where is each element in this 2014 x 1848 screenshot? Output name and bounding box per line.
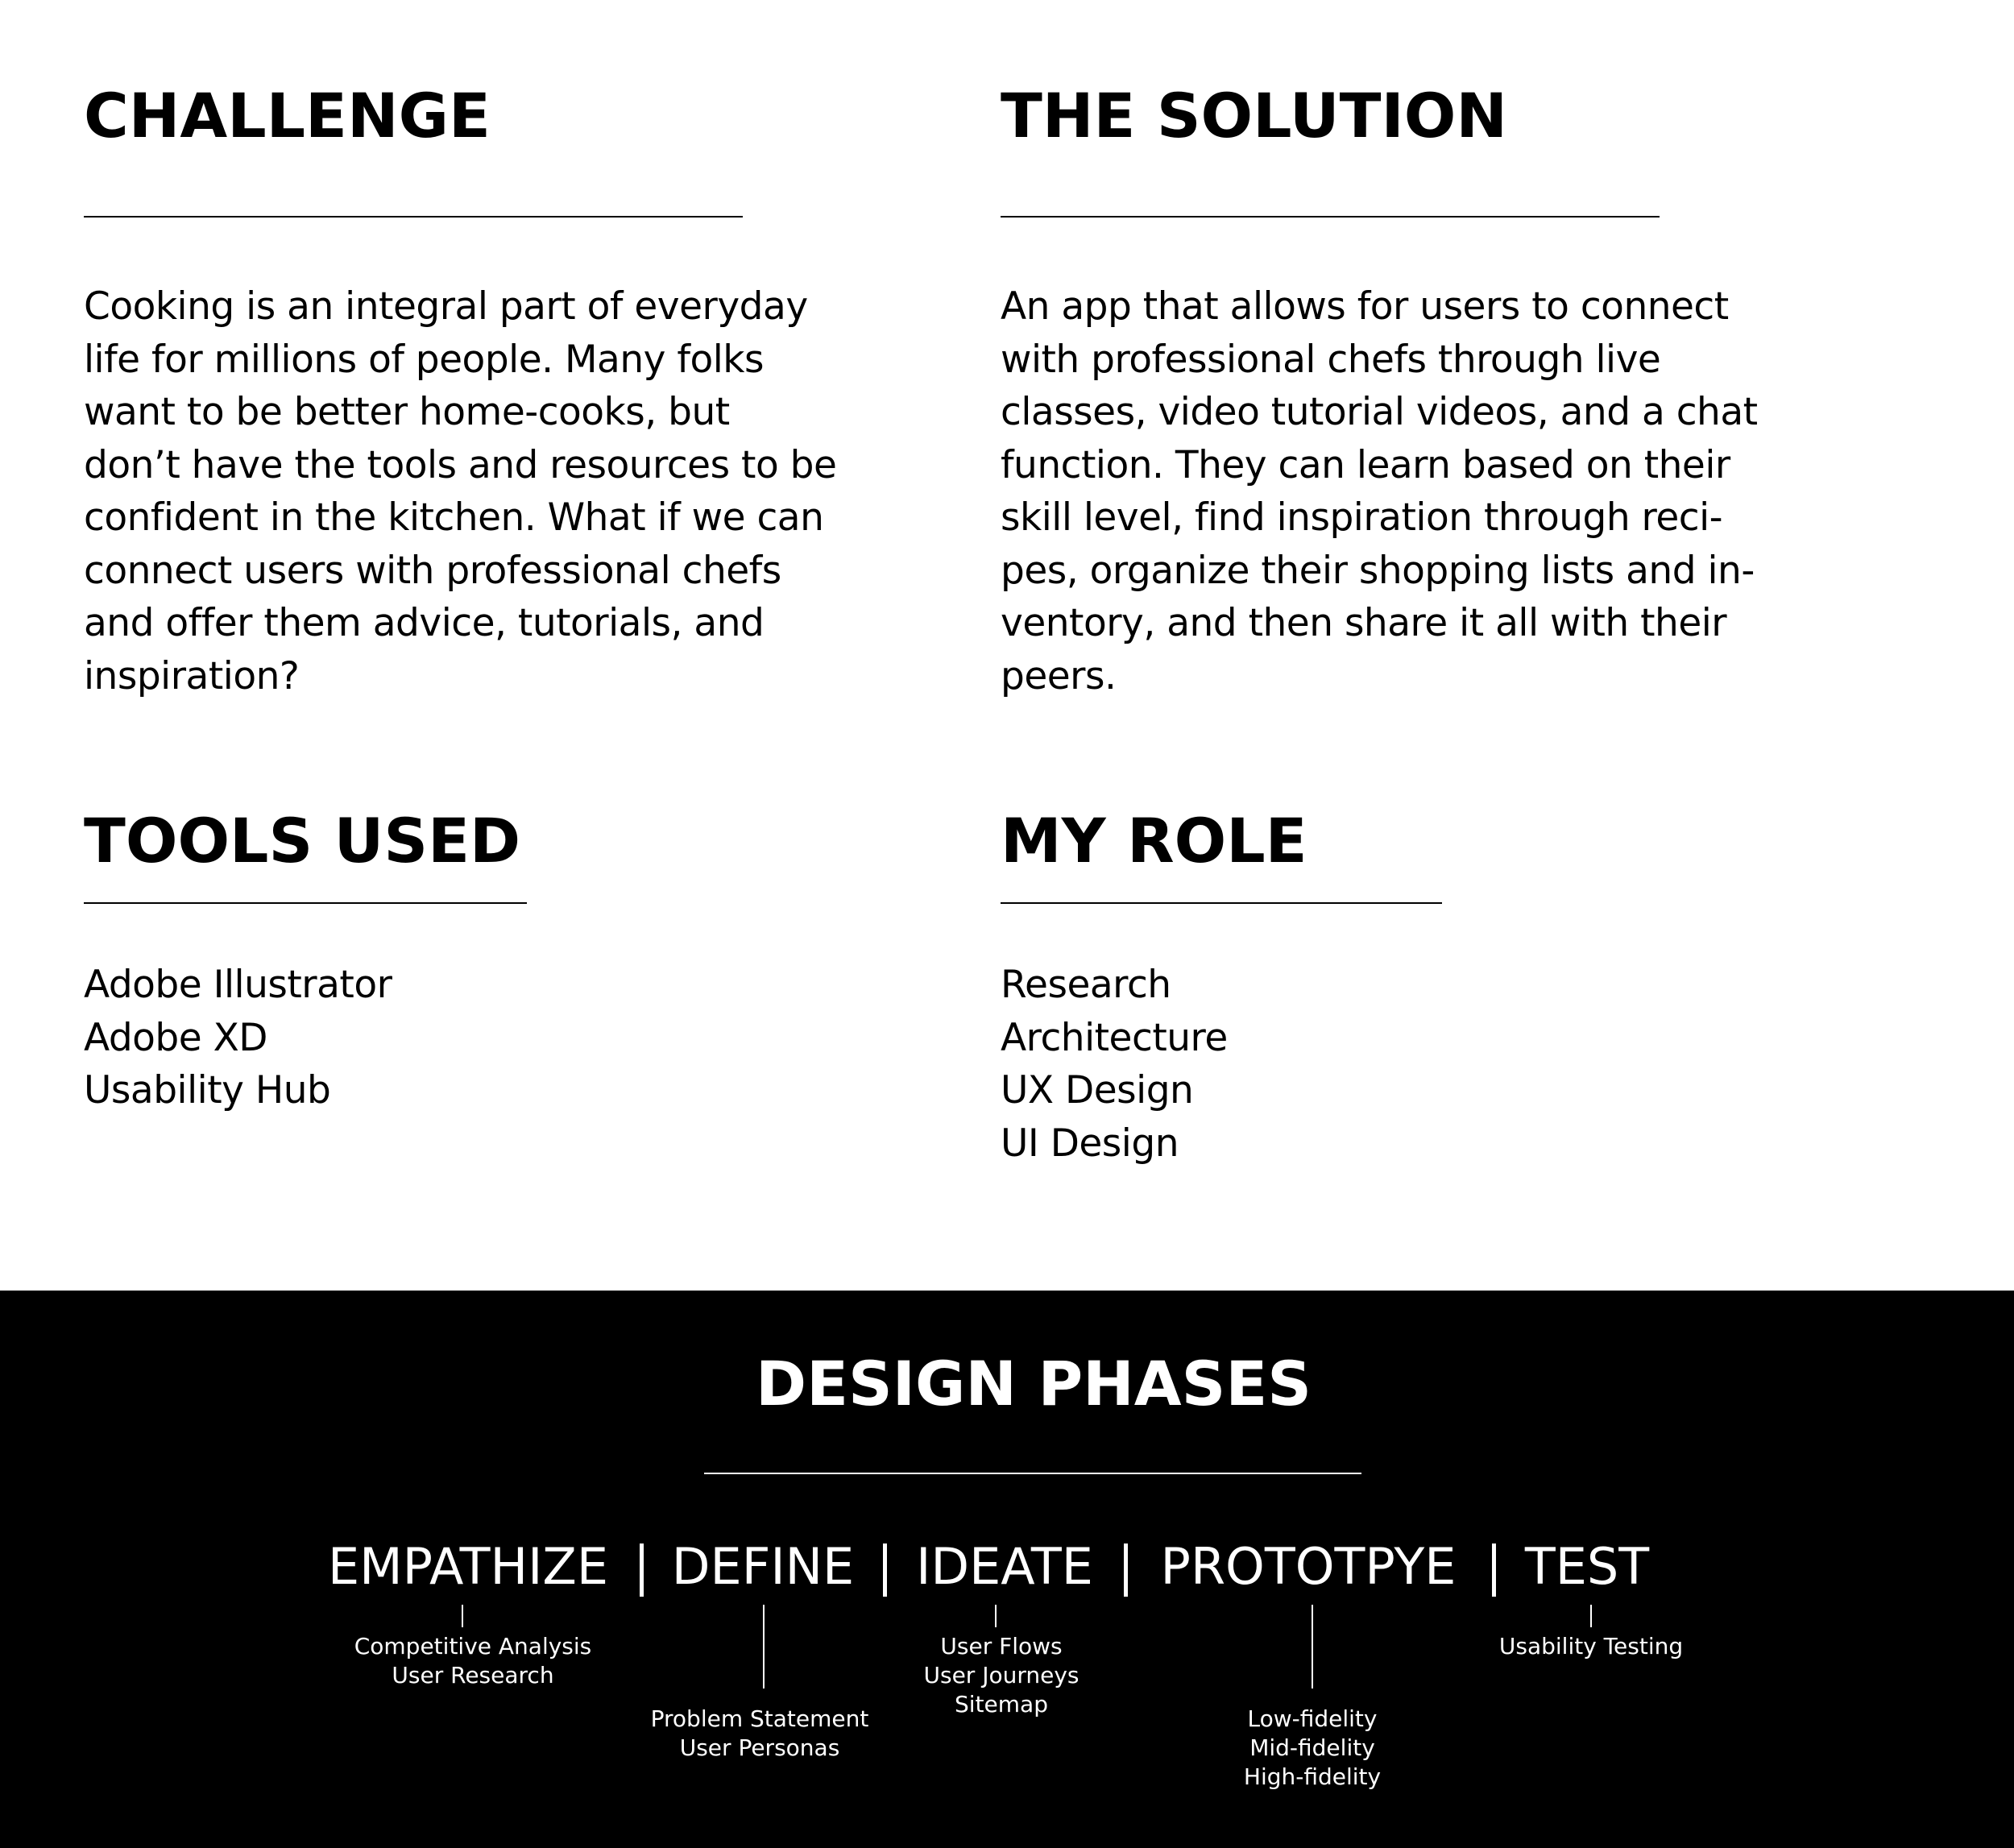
phase-connector — [462, 1605, 463, 1627]
role-list — [1001, 959, 1228, 1170]
activity-item: Competitive Analysis — [354, 1633, 592, 1659]
role-list-item: UI Design — [1001, 1121, 1179, 1166]
challenge-line: life for millions of people. Many folks — [84, 337, 764, 382]
activity-item: Low-fidelity — [1247, 1705, 1378, 1732]
activity-item: High-fidelity — [1243, 1763, 1382, 1790]
phase-separator — [640, 1543, 644, 1597]
phase-ideate: IDEATE — [916, 1537, 1093, 1596]
phase-separator — [1124, 1543, 1128, 1597]
prototype-activities — [1244, 1705, 1381, 1792]
solution-heading: THE SOLUTION — [1001, 80, 1507, 151]
solution-divider — [1001, 216, 1660, 218]
design-phases-heading-text: DESIGN PHASES — [756, 1348, 1312, 1419]
role-heading: MY ROLE — [1001, 805, 1307, 876]
ideate-activities — [923, 1632, 1079, 1719]
activity-item: Usability Testing — [1498, 1633, 1684, 1659]
test-activities — [1499, 1632, 1683, 1661]
phase-define: DEFINE — [671, 1537, 855, 1596]
phase-test: TEST — [1524, 1537, 1650, 1596]
challenge-line: and offer them advice, tutorials, and — [84, 601, 765, 645]
role-list-item: Research — [1001, 963, 1171, 1007]
solution-line: ventory, and then share it all with their — [1001, 601, 1727, 645]
phase-separator — [1492, 1543, 1496, 1597]
solution-line: classes, video tutorial videos, and a chat — [1001, 390, 1758, 434]
role-divider — [1001, 902, 1442, 904]
challenge-line: inspiration? — [84, 653, 300, 698]
solution-line: with professional chefs through live — [1001, 337, 1661, 382]
activity-item: Sitemap — [955, 1691, 1048, 1717]
solution-line: skill level, find inspiration through reci- — [1001, 495, 1723, 540]
tools-list — [84, 959, 392, 1117]
solution-line: An app that allows for users to connect — [1001, 284, 1729, 329]
challenge-line: confident in the kitchen. What if we can — [84, 495, 824, 540]
solution-body — [1001, 280, 1758, 702]
challenge-line: don’t have the tools and resources to be — [84, 442, 837, 487]
tools-list-item: Usability Hub — [84, 1068, 331, 1113]
activity-item: Problem Statement — [650, 1705, 869, 1732]
phase-prototype: PROTOTPYE — [1160, 1537, 1457, 1596]
activity-item: User Research — [392, 1662, 554, 1688]
define-activities — [651, 1705, 869, 1763]
activity-item: Mid-fidelity — [1249, 1734, 1375, 1761]
role-list-item: Architecture — [1001, 1015, 1228, 1060]
phase-connector — [1312, 1605, 1313, 1688]
solution-line: pes, organize their shopping lists and in- — [1001, 548, 1755, 593]
tools-list-item: Adobe Illustrator — [84, 963, 392, 1007]
phase-connector — [995, 1605, 997, 1627]
tools-divider — [84, 902, 527, 904]
empathize-activities — [354, 1632, 592, 1690]
phase-connector — [1590, 1605, 1592, 1627]
solution-line: function. They can learn based on their — [1001, 442, 1730, 487]
challenge-line: connect users with professional chefs — [84, 548, 781, 593]
tools-list-item: Adobe XD — [84, 1015, 267, 1060]
challenge-divider — [84, 216, 743, 218]
activity-item: User Journeys — [923, 1662, 1080, 1688]
phase-empathize: EMPATHIZE — [327, 1537, 609, 1596]
activity-item: User Personas — [679, 1734, 840, 1761]
design-phases-section — [0, 1291, 2014, 1848]
challenge-heading: CHALLENGE — [84, 80, 491, 151]
phase-separator — [883, 1543, 887, 1597]
phase-connector — [763, 1605, 765, 1688]
activity-item: User Flows — [940, 1633, 1063, 1659]
challenge-body — [84, 280, 836, 702]
tools-heading: TOOLS USED — [84, 805, 521, 876]
challenge-line: Cooking is an integral part of everyday — [84, 284, 808, 329]
role-list-item: UX Design — [1001, 1068, 1194, 1113]
design-phases-heading — [0, 1348, 2014, 1419]
solution-line: peers. — [1001, 653, 1117, 698]
design-phases-divider — [704, 1473, 1361, 1474]
challenge-line: want to be better home-cooks, but — [84, 390, 730, 434]
